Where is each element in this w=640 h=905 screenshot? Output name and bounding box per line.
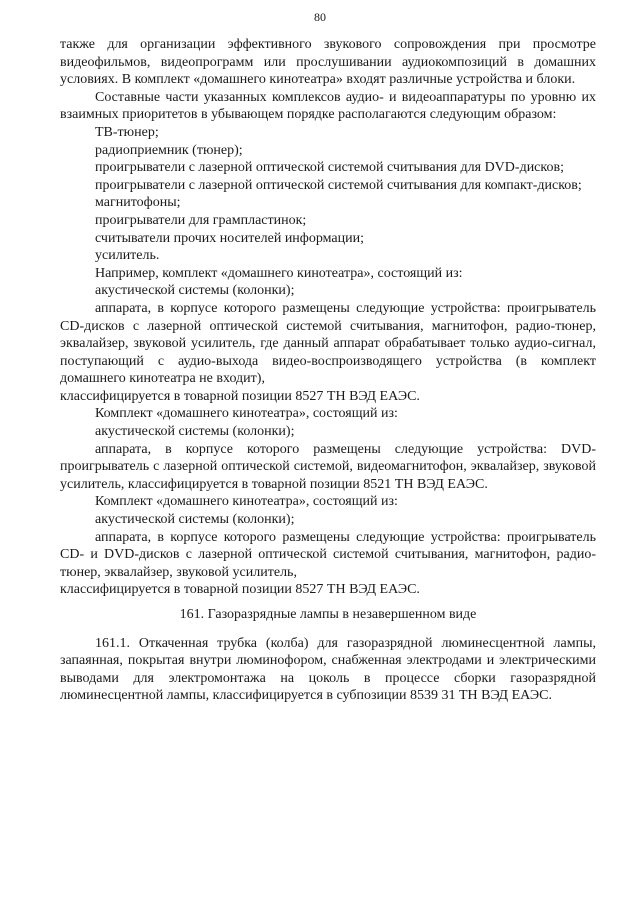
section-text: 161.1. Откаченная трубка (колба) для газоразрядной люминесцентной лампы, запаянная, покрытая внутри люминофором, снабженная электродами и электрическими выводами для электромонтажа на цоколь в процессе сборки газоразрядной люминесцентной лампы, классифицируется в субпозиции 8539 31 ТН ВЭД ЕАЭС.: [60, 635, 596, 704]
example1-apparatus: аппарата, в корпусе которого размещены следующие устройства: проигрыватель CD-дисков с лазерной оптической системой считывания, магнитофон, радио-тюнер, эквалайзер, звуковой усилитель, где данный аппарат обрабатывает только аудио-сигнал, поступающий с аудио-выхода видео-воспроизводящего устройства (в комплект домашнего кинотеатра не входит),: [60, 300, 596, 387]
example1-intro: Например, комплект «домашнего кинотеатра», состоящий из:: [95, 265, 463, 281]
example2-intro: Комплект «домашнего кинотеатра», состоящий из:: [95, 406, 398, 422]
section-heading: 161. Газоразрядные лампы в незавершенном виде: [179, 607, 477, 622]
paragraph-intro: также для организации эффективного звукового сопровождения при просмотре видеофильмов, видеопрограмм или прослушивании аудиокомпозиций в домашних условиях. В комплект «домашнего кинотеатра» входят различные устройства и блоки.: [60, 37, 596, 88]
list-item: проигрыватели с лазерной оптической системой считывания для компакт-дисков;: [95, 177, 582, 193]
page-content: [60, 36, 596, 705]
list-item: ТВ-тюнер;: [95, 124, 159, 140]
example2-speakers: акустической системы (колонки);: [95, 424, 295, 440]
list-item: магнитофоны;: [95, 195, 181, 211]
list-item: проигрыватели для грампластинок;: [95, 212, 307, 228]
list-item: считыватели прочих носителей информации;: [95, 230, 365, 246]
example3-speakers: акустической системы (колонки);: [95, 512, 295, 528]
example3-apparatus: аппарата, в корпусе которого размещены следующие устройства: проигрыватель CD- и DVD-дисков с лазерной оптической системой считывания, магнитофон, радио-тюнер, эквалайзер, звуковой усилитель,: [60, 529, 596, 580]
example3-classification: классифицируется в товарной позиции 8527 ТН ВЭД ЕАЭС.: [60, 582, 420, 598]
example2-apparatus: аппарата, в корпусе которого размещены следующие устройства: DVD-проигрыватель с лазерной оптической системой, видеомагнитофон, эквалайзер, звуковой усилитель, классифицируется в товарной позиции 8521 ТН ВЭД ЕАЭС.: [60, 441, 596, 492]
list-item: усилитель.: [95, 248, 160, 264]
page-number: 80: [314, 10, 326, 24]
example1-classification: классифицируется в товарной позиции 8527 ТН ВЭД ЕАЭС.: [60, 388, 420, 404]
example3-intro: Комплект «домашнего кинотеатра», состоящий из:: [95, 494, 398, 510]
list-item: проигрыватели с лазерной оптической системой считывания для DVD-дисков;: [95, 160, 564, 176]
example1-speakers: акустической системы (колонки);: [95, 283, 295, 299]
list-item: радиоприемник (тюнер);: [95, 142, 243, 158]
paragraph-priorities: Составные части указанных комплексов аудио- и видеоаппаратуры по уровню их взаимных приоритетов в убывающем порядке располагаются следующим образом:: [60, 89, 596, 123]
